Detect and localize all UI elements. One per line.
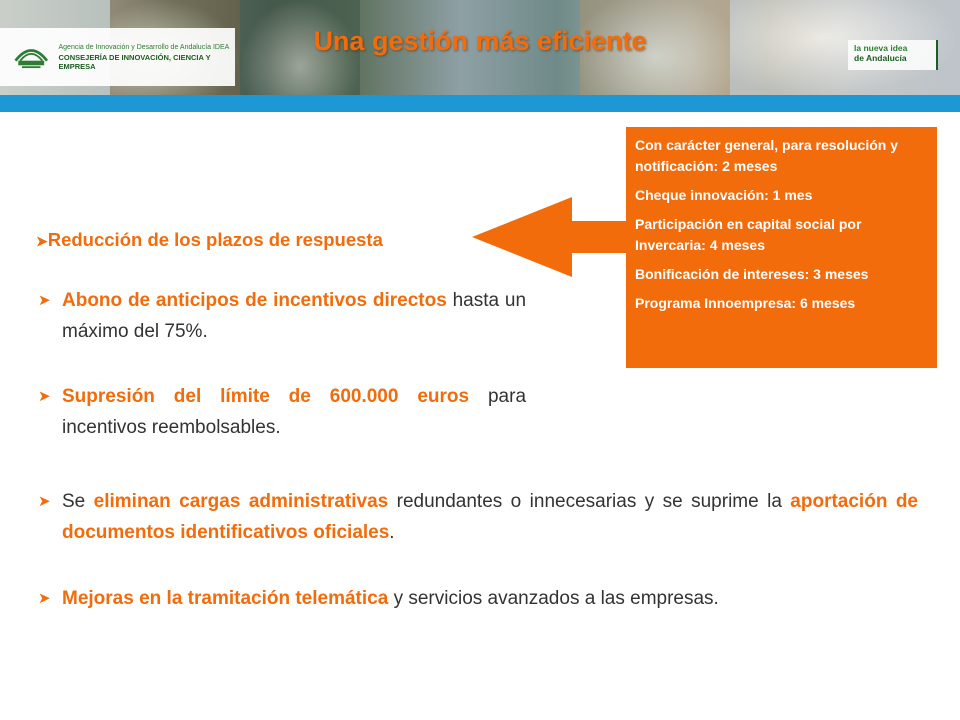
anticipos-highlight: Abono de anticipos de incentivos directos xyxy=(62,290,447,311)
brand-line-1: la nueva idea xyxy=(854,43,908,53)
arrow-bullet-icon: ➤ xyxy=(38,493,51,510)
brand-line-2: de Andalucía xyxy=(854,53,907,63)
reduccion-text: Reducción de los plazos de respuesta xyxy=(47,229,383,250)
supresion-highlight: Supresión del límite de 600.000 euros xyxy=(62,386,470,407)
bullet-anticipos xyxy=(38,285,526,347)
telematica-rest: y servicios avanzados a las empresas. xyxy=(388,588,719,609)
cargas-highlight-2: aportación de documentos identificativos oficiales xyxy=(62,491,919,543)
header-divider-bar xyxy=(0,95,960,112)
plazo-item: Con carácter general, para resolución y notificación: 2 meses xyxy=(635,137,898,174)
cargas-pre: Se xyxy=(62,491,94,512)
logo-line-agency: Agencia de Innovación y Desarrollo de Andalucía IDEA xyxy=(58,43,230,51)
plazo-item: Participación en capital social por Invercaria: 4 meses xyxy=(635,216,862,253)
plazo-item: Bonificación de intereses: 3 meses xyxy=(635,266,869,282)
arrow-bullet-icon: ➤ xyxy=(36,233,48,249)
bullet-telematica xyxy=(38,583,918,614)
big-left-arrow-icon xyxy=(472,193,632,281)
plazo-item: Cheque innovación: 1 mes xyxy=(635,187,813,203)
reduccion-heading xyxy=(36,229,383,251)
arrow-bullet-icon: ➤ xyxy=(38,388,51,405)
bullet-supresion xyxy=(38,381,526,443)
anticipos-rest: hasta un máximo del 75%. xyxy=(62,290,527,342)
arrow-bullet-icon: ➤ xyxy=(38,590,51,607)
supresion-rest: para incentivos reembolsables. xyxy=(62,386,527,438)
plazos-info-box xyxy=(626,127,937,368)
cargas-highlight-1: eliminan cargas administrativas xyxy=(93,491,389,512)
logo-line-consejeria: CONSEJERÍA DE INNOVACIÓN, CIENCIA Y EMPRESA xyxy=(58,52,211,71)
telematica-highlight: Mejoras en la tramitación telemática xyxy=(62,588,389,609)
cargas-mid: redundantes o innecesarias y se suprime la xyxy=(388,491,791,512)
arrow-bullet-icon: ➤ xyxy=(38,292,51,309)
cargas-post: . xyxy=(389,522,395,543)
plazo-item: Programa Innoempresa: 6 meses xyxy=(635,295,856,311)
page-title: Una gestión más eficiente xyxy=(313,26,647,56)
bullet-cargas xyxy=(38,486,918,548)
